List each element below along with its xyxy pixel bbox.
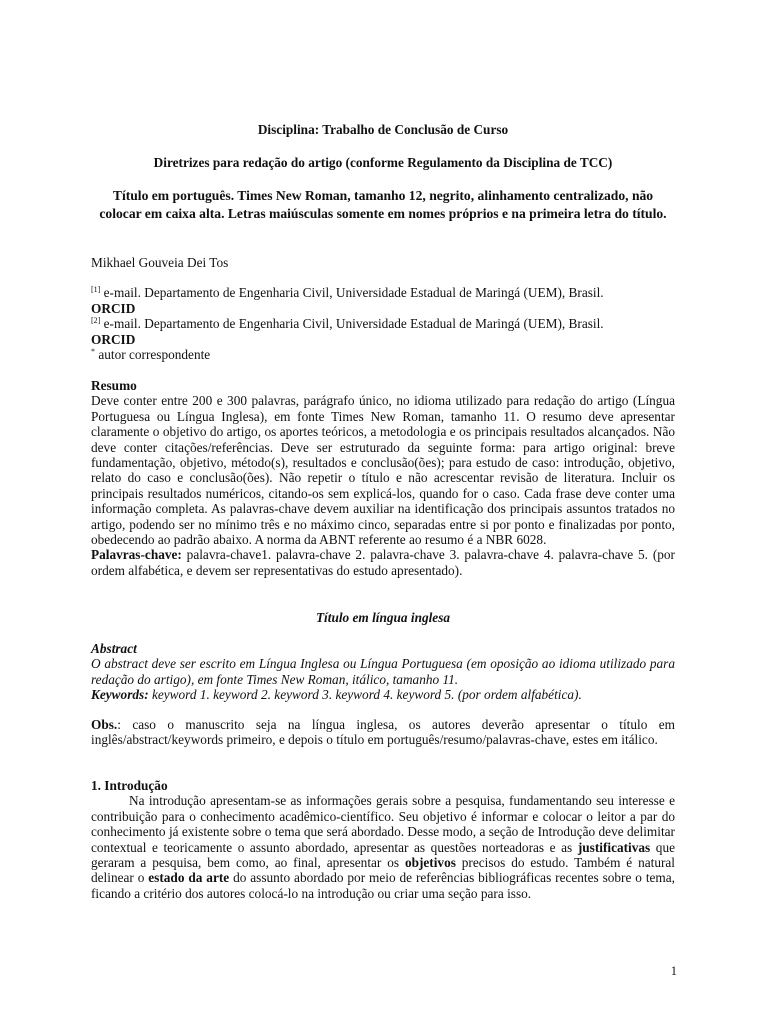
intro-bold-2: objetivos (404, 855, 456, 871)
resumo-keywords (91, 547, 675, 578)
affiliation-1-text: e-mail. Departamento de Engenharia Civil, Universidade Estadual de Maringá (UEM), Brasil. (100, 285, 604, 300)
english-title: Título em língua inglesa (315, 610, 451, 625)
abstract-keywords-label: Keywords: (91, 687, 149, 703)
keywords-text: palavra-chave1. palavra-chave 2. palavra-chave 3. palavra-chave 4. palavra-chave 5. (por ordem alfabética, e devem ser representativas do estudo apresentado). (91, 547, 675, 578)
abstract-keywords (91, 687, 675, 702)
intro-heading (91, 778, 675, 793)
intro-text-2: que geraram a pesquisa, bem como, ao final, apresentar os (91, 839, 676, 871)
footnote-mark-1: [1] (91, 285, 101, 294)
corresponding-mark: * (91, 347, 95, 356)
intro-text-4: do assunto abordado por meio de referências bibliográficas recentes sobre o tema, ficando a critério dos autores colocá-lo na introdução ou criar uma seção para isso. (91, 870, 675, 901)
resumo-body: Deve conter entre 200 e 300 palavras, parágrafo único, no idioma utilizado para redação do artigo (Língua Portuguesa ou Língua Inglesa), em fonte Times New Roman, tamanho 11. O resumo deve apresentar claramente o objetivo do artigo, os aportes teóricos, a metodologia e os principais resultados alcançados. Não deve conter citações/referências. Deve ser estruturado da seguinte forma: para artigo original: breve fundamentação, objetivo, método(s), resultados e conclusão(ões); para estudo de caso: introdução, objetivo, relato do caso e conclusão(ões). Não repetir o título e não acrescentar revisão de literatura. Incluir os principais resultados numéricos, citando-os sem explicá-los, quando for o caso. Cada frase deve conter uma informação completa. As palavras-chave devem auxiliar na identificação dos principais assuntos tratados no artigo, podendo ser no mínimo três e no máximo cinco, separadas entre si por ponto e finalizadas por ponto, obedecendo ao padrão abaixo. A norma da ABNT referente ao resumo é a NBR 6028. (91, 393, 675, 548)
intro-heading-text: 1. Introdução (91, 778, 168, 793)
intro-bold-1: justificativas (577, 839, 651, 855)
obs-note (91, 717, 675, 748)
page-title: Título em português. Times New Roman, tamanho 12, negrito, alinhamento centralizado, não colocar em caixa alta. Letras maiúsculas somente em nomes próprios e na primeira letra do título. (99, 188, 667, 221)
abstract-body: O abstract deve ser escrito em Língua Inglesa ou Língua Portuguesa (em oposição ao idioma utilizado para redação do artigo), em fonte Times New Roman, itálico, tamanho 11. (91, 656, 675, 687)
corresponding-text: autor correspondente (95, 347, 211, 362)
intro-section (91, 778, 675, 901)
intro-text-1: Na introdução apresentam-se as informações gerais sobre a pesquisa, fundamentando seu interesse e contribuição para o conhecimento acadêmico-científico. Seu objetivo é informar e colocar o leitor a par do conhecimento já existente sobre o tema que será abordado. Desse modo, a seção de Introdução deve delimitar contextual e teoricamente o assunto abordado, apresentar as questões norteadoras e as (91, 793, 675, 855)
abstract-section (91, 641, 675, 703)
keywords-label: Palavras-chave: (91, 547, 182, 563)
orcid-2-label: ORCID (91, 331, 136, 347)
resumo-section (91, 378, 675, 578)
corresponding-author (91, 347, 675, 363)
author-name: Mikhael Gouveia Dei Tos (91, 255, 229, 270)
affiliation-1 (91, 285, 675, 301)
page-number: 1 (670, 964, 677, 978)
abstract-keywords-text: keyword 1. keyword 2. keyword 3. keyword 4. keyword 5. (por ordem alfabética). (148, 687, 582, 703)
intro-text-3: precisos do estudo. Também é natural delinear o (91, 855, 675, 886)
discipline-line: Disciplina: Trabalho de Conclusão de Curso (257, 122, 509, 137)
guidelines-line: Diretrizes para redação do artigo (conforme Regulamento da Disciplina de TCC) (153, 155, 613, 170)
affiliation-2-text: e-mail. Departamento de Engenharia Civil, Universidade Estadual de Maringá (UEM), Brasil. (100, 316, 604, 331)
intro-paragraph (91, 793, 675, 901)
intro-bold-3: estado da arte (148, 870, 230, 886)
obs-text: : caso o manuscrito seja na língua inglesa, os autores deverão apresentar o título em inglês/abstract/keywords primeiro, e depois o título em português/resumo/palavras-chave, estes em itálico. (91, 717, 675, 748)
orcid-1-label: ORCID (91, 300, 136, 316)
affiliation-2 (91, 316, 675, 332)
abstract-heading-text: Abstract (91, 641, 137, 656)
footnote-mark-2: [2] (91, 316, 101, 325)
abstract-heading (91, 641, 675, 656)
affiliations (91, 285, 675, 363)
resumo-heading-text: Resumo (91, 378, 137, 393)
orcid-2 (91, 332, 675, 348)
orcid-1 (91, 301, 675, 317)
resumo-heading (91, 378, 675, 393)
obs-label: Obs. (91, 717, 118, 732)
